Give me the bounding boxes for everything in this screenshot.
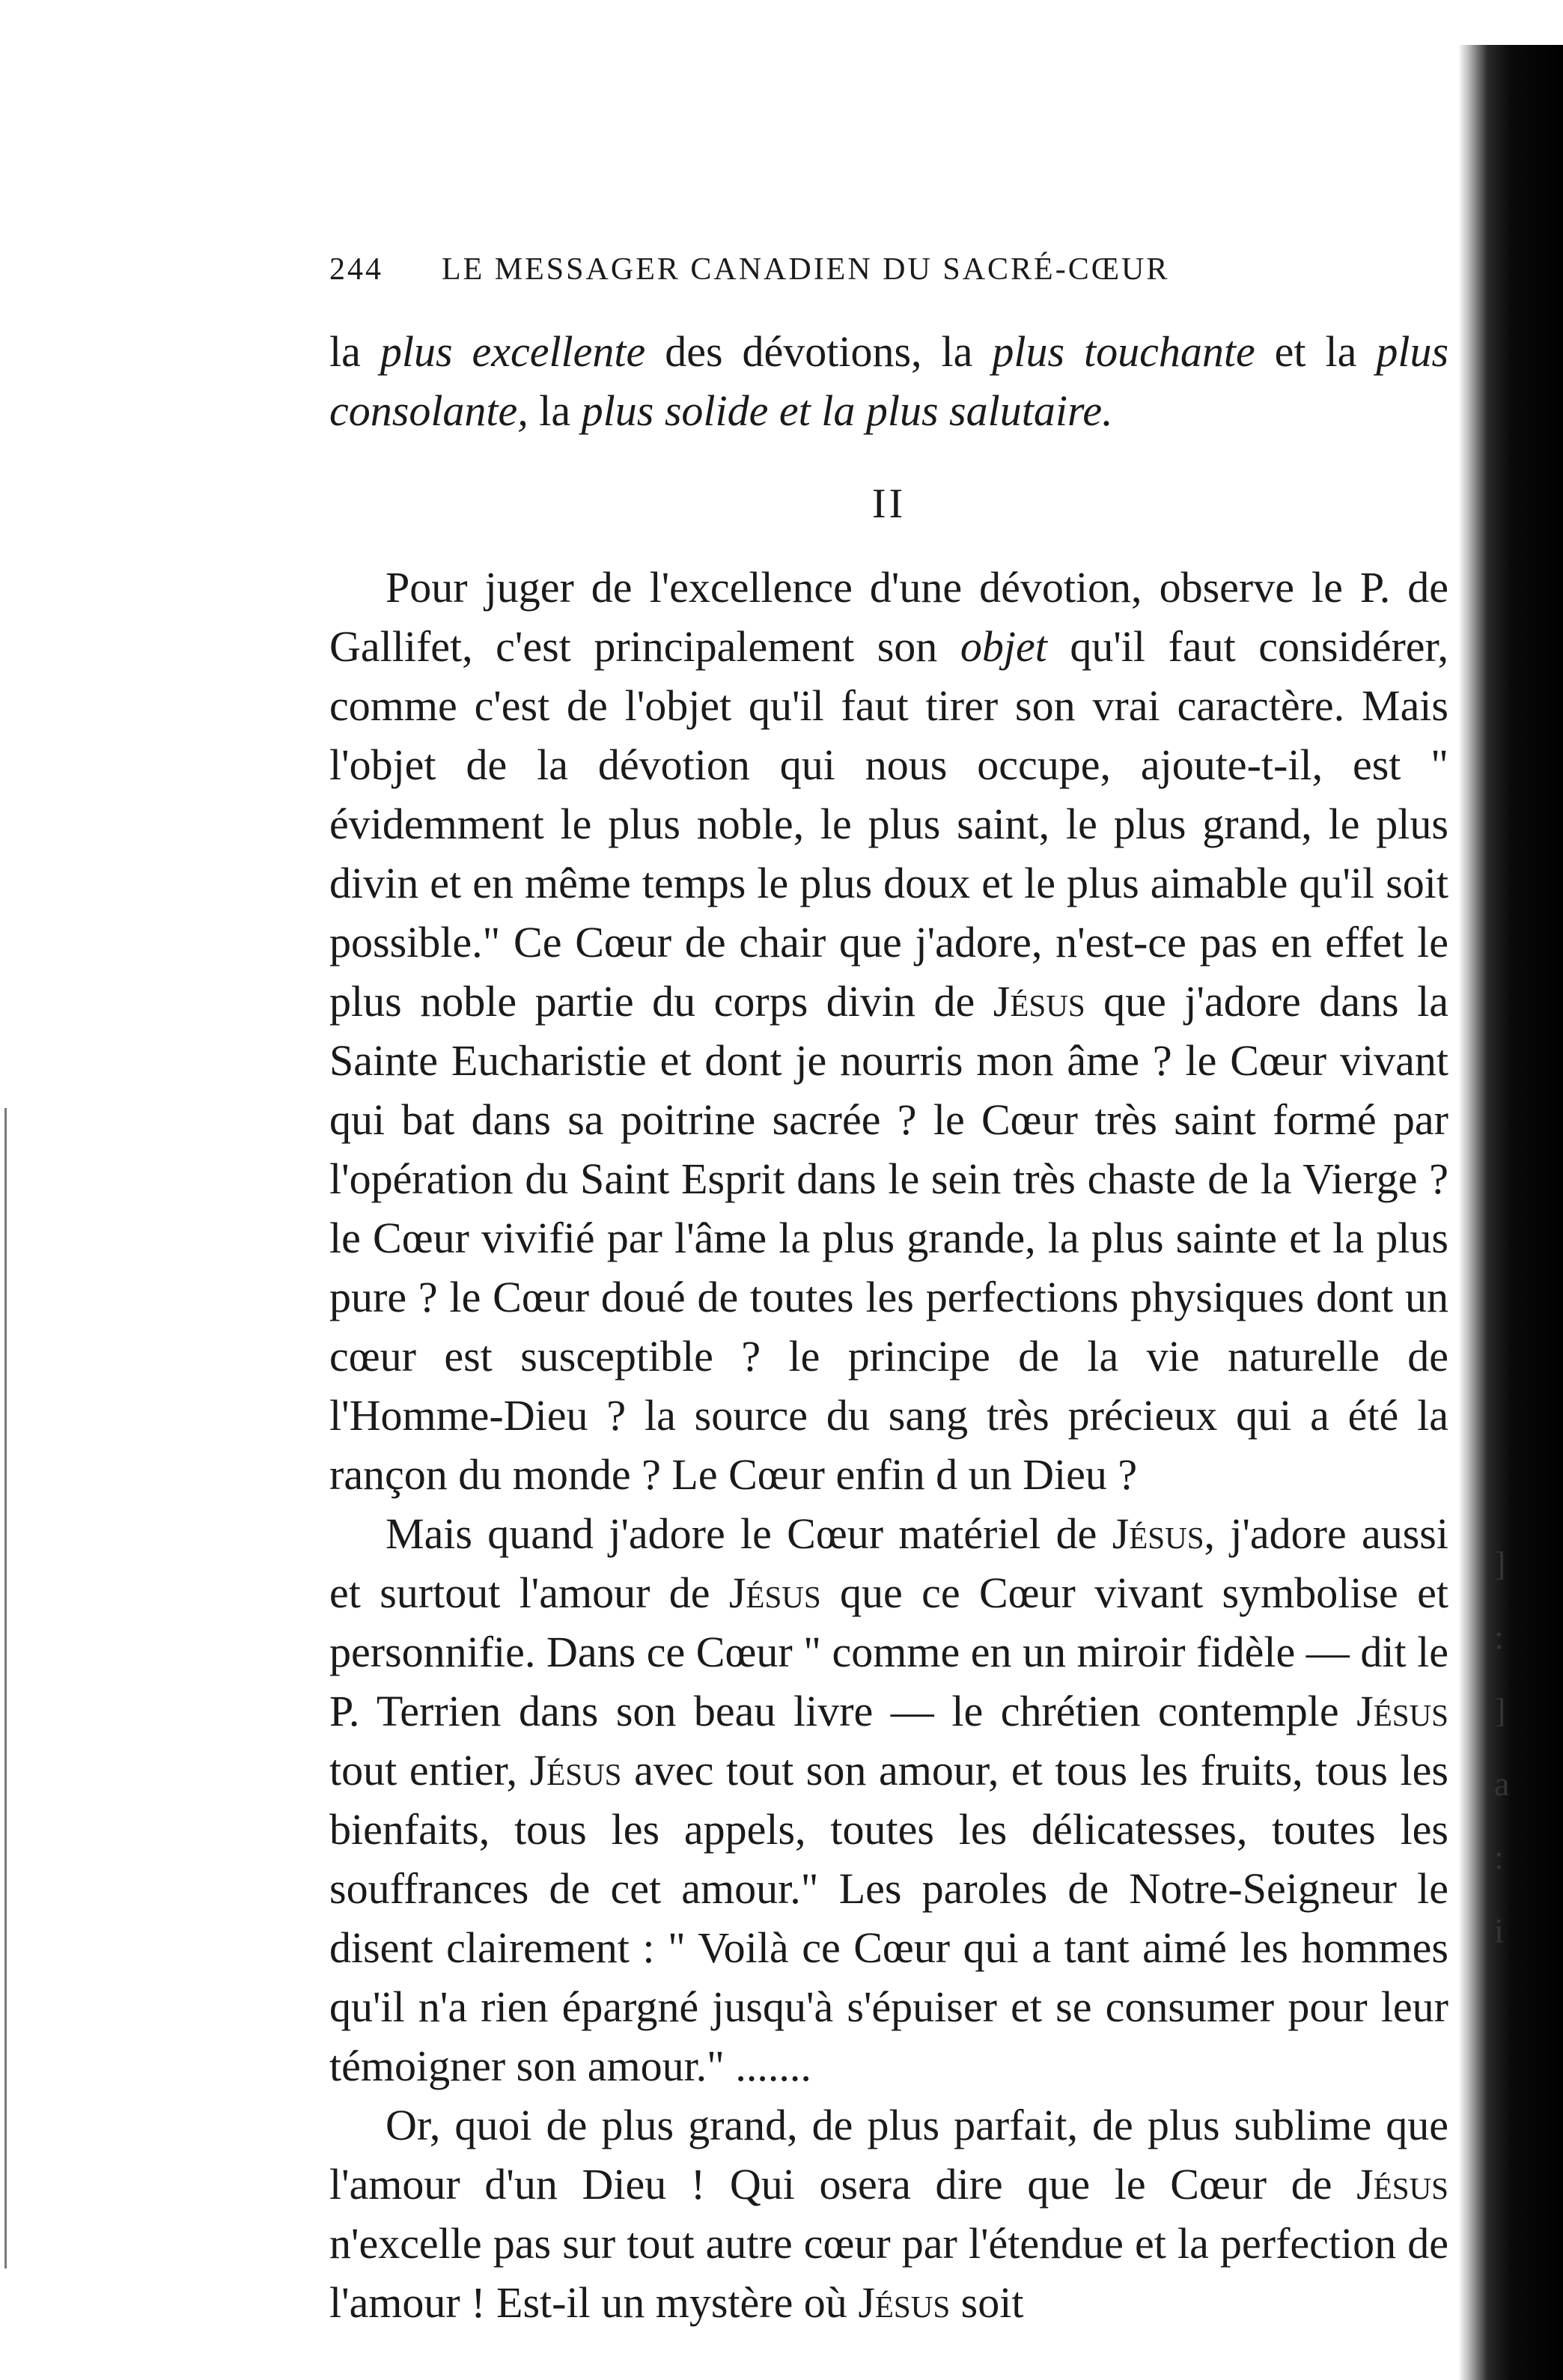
paragraph-1 bbox=[329, 558, 1448, 1504]
small-caps-run: Jésus bbox=[1112, 1509, 1204, 1558]
small-caps-run: Jésus bbox=[1356, 1687, 1448, 1735]
italic-run: plus excellente bbox=[380, 327, 646, 376]
scan-edge-shadow bbox=[1458, 45, 1563, 2380]
left-margin-rule bbox=[4, 1108, 7, 2268]
page-header bbox=[329, 247, 1448, 292]
text-run: et la bbox=[1255, 327, 1377, 376]
section-number: II bbox=[871, 481, 907, 527]
text-run: que ce Cœur vivant symbolise et personnifie. Dans ce Cœur " comme en un miroir fidèle — dit le P. Terrien dans son beau livre — le chrétien contemple bbox=[329, 1568, 1448, 1735]
text-run: Pour juger de l'excellence d'une dévotion, observe le P. de Gallifet, c'est principalement son bbox=[329, 563, 1448, 671]
italic-run: plus touchante bbox=[992, 327, 1255, 376]
text-run: , j'adore aussi et surtout l'amour de bbox=[329, 1509, 1448, 1617]
page-number: 244 bbox=[329, 252, 383, 287]
italic-run: plus solide et la plus salutaire. bbox=[581, 386, 1113, 435]
margin-mark: ] bbox=[1494, 1544, 1506, 1583]
text-run: tout entier, bbox=[329, 1746, 530, 1795]
small-caps-run: Jésus bbox=[1356, 2160, 1448, 2209]
text-run: qu'il faut considérer, comme c'est de l'objet qu'il faut tirer son vrai caractère. Mais l'objet de la dévotion qui nous occupe, ajoute-t-il, est " évidemment le plus noble, le plus saint, le plus grand, le plus divin et en même temps le plus doux et le plus aimable qu'il soit possible." Ce Cœur de chair que j'adore, n'est-ce pas en effet le plus noble partie du corps divin de bbox=[329, 622, 1449, 1026]
text-run: Or, quoi de plus grand, de plus parfait, de plus sublime que l'amour d'un Dieu ! Qui osera dire que le Cœur de bbox=[329, 2101, 1448, 2209]
margin-mark: a bbox=[1494, 1765, 1510, 1803]
text-run: que j'adore dans la Sainte Eucharistie et dont je nourris mon âme ? le Cœur vivant qui bat dans sa poitrine sacrée ? le Cœur très saint formé par l'opération du Saint Esprit dans le sein très chaste de la Vierge ? le Cœur vivifié par l'âme la plus grande, la plus sainte et la plus pure ? le Cœur doué de toutes les perfections physiques dont un cœur est susceptible ? le principe de la vie naturelle de l'Homme-Dieu ? la source du sang très précieux qui a été la rançon du monde ? Le Cœur enfin d un Dieu ? bbox=[329, 977, 1448, 1499]
text-run: la bbox=[528, 386, 582, 435]
text-run: la bbox=[329, 327, 380, 376]
small-caps-run: Jésus bbox=[858, 2278, 951, 2327]
small-caps-run: Jésus bbox=[529, 1746, 622, 1795]
page bbox=[329, 247, 1448, 2332]
running-title: LE MESSAGER CANADIEN DU SACRÉ-CŒUR bbox=[442, 252, 1170, 287]
text-run: des dévotions, la bbox=[645, 327, 993, 376]
small-caps-run: Jésus bbox=[728, 1568, 821, 1617]
text-run: n'excelle pas sur tout autre cœur par l'étendue et la perfection de l'amour ! Est-il un mystère où bbox=[329, 2219, 1448, 2327]
body-text bbox=[329, 322, 1448, 2332]
text-run: Mais quand j'adore le Cœur matériel de bbox=[386, 1509, 1112, 1558]
small-caps-run: Jésus bbox=[993, 977, 1085, 1026]
margin-mark: i bbox=[1494, 1911, 1504, 1950]
text-run: avec tout son amour, et tous les fruits, tous les bienfaits, tous les appels, toutes les délicatesses, toutes les souffrances de cet amour." Les paroles de Notre-Seigneur le disent clairement : " Voilà ce Cœur qui a tant aimé les hommes qu'il n'a rien épargné jusqu'à s'épuiser et se consumer pour leur témoigner son amour." ....... bbox=[329, 1746, 1448, 2090]
intro-paragraph bbox=[329, 322, 1448, 440]
italic-run: plus consolante, bbox=[329, 327, 1449, 435]
margin-mark: ] bbox=[1494, 1691, 1506, 1729]
margin-mark: : bbox=[1494, 1838, 1504, 1876]
margin-marks bbox=[1494, 1527, 1517, 1967]
margin-mark: : bbox=[1494, 1618, 1504, 1656]
italic-run: objet bbox=[960, 622, 1047, 671]
paragraph-2 bbox=[329, 1504, 1448, 2096]
paragraph-3 bbox=[329, 2096, 1448, 2332]
text-run: soit bbox=[950, 2278, 1024, 2327]
